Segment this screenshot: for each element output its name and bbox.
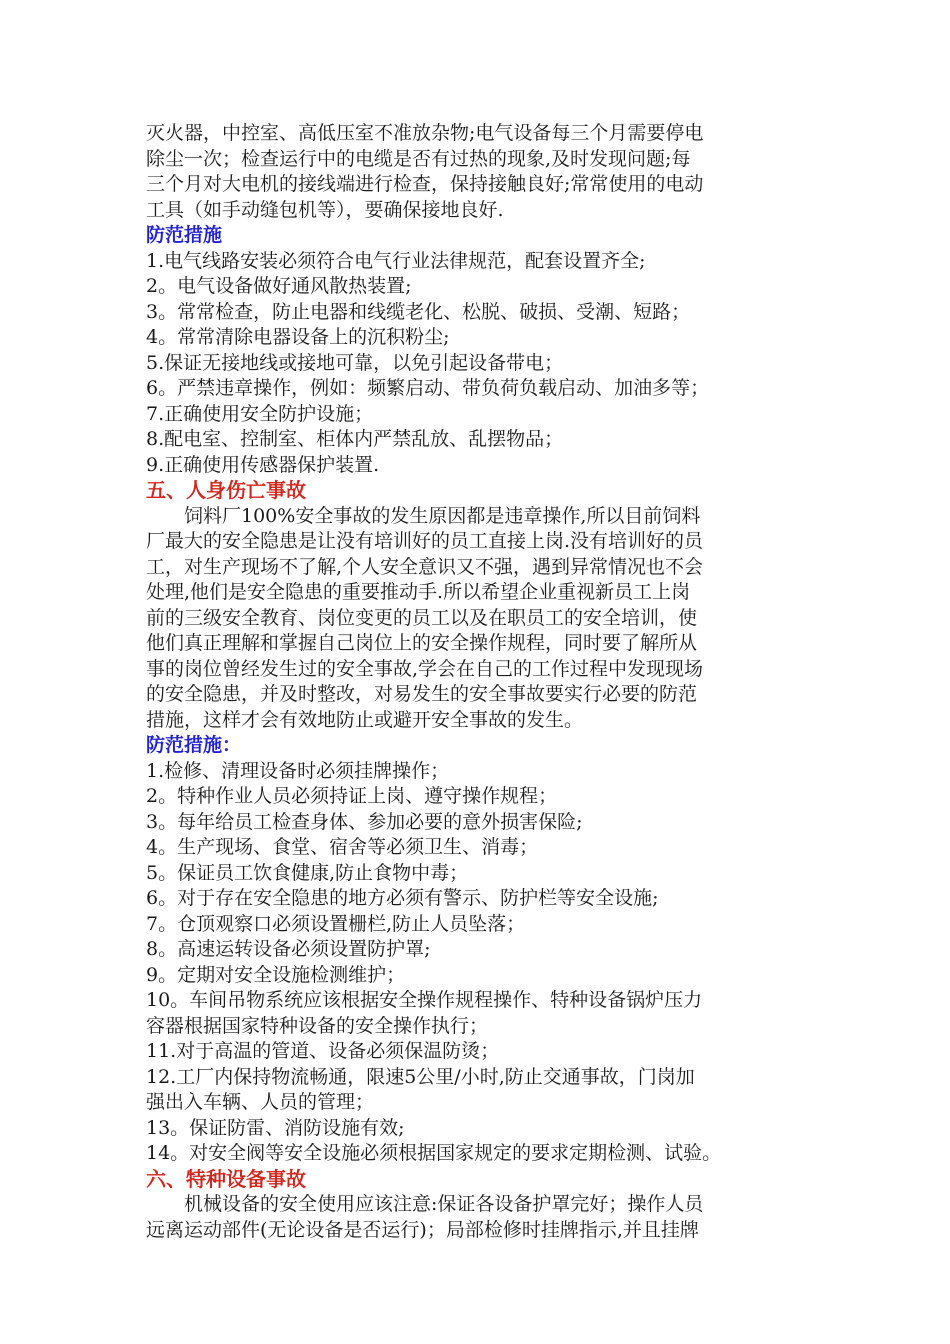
paragraph-line: 前的三级安全教育、岗位变更的员工以及在职员工的安全培训，使 (146, 606, 698, 629)
paragraph-line: 远离运动部件(无论设备是否运行)；局部检修时挂牌指示,并且挂牌 (146, 1218, 699, 1241)
list-item: 3。常常检查，防止电器和线缆老化、松脱、破损、受潮、短路； (146, 300, 691, 323)
list-item: 1.检修、清理设备时必须挂牌操作； (146, 759, 450, 782)
paragraph-line: 除尘一次；检查运行中的电缆是否有过热的现象,及时发现问题;每 (146, 147, 691, 170)
paragraph-line: 三个月对大电机的接线端进行检查，保持接触良好;常常使用的电动 (146, 173, 704, 195)
paragraph-line: 处理,他们是安全隐患的重要推动手.所以希望企业重视新员工上岗 (146, 581, 691, 603)
list-item: 7。仓顶观察口必须设置栅栏,防止人员坠落； (146, 912, 526, 935)
list-item: 11.对于高温的管道、设备必须保温防烫； (146, 1040, 500, 1062)
section-heading: 防范措施： (146, 734, 242, 756)
list-item: 13。保证防雷、消防设施有效; (146, 1116, 405, 1139)
list-item: 8。高速运转设备必须设置防护罩; (146, 938, 431, 960)
paragraph-line: 机械设备的安全使用应该注意:保证各设备护罩完好；操作人员 (184, 1193, 704, 1215)
list-item: 4。常常清除电器设备上的沉积粉尘; (146, 326, 450, 348)
personal-measures-section (146, 733, 810, 1167)
list-item: 8.配电室、控制室、柜体内严禁乱放、乱摆物品； (146, 428, 564, 450)
list-item: 4。生产现场、食堂、宿舍等必须卫生、消毒； (146, 836, 539, 858)
list-item: 9.正确使用传感器保护装置. (146, 453, 380, 476)
personal-injury-section (146, 478, 810, 733)
section-heading: 五、人身伤亡事故 (146, 478, 306, 502)
section-heading: 防范措施 (146, 224, 223, 246)
section-heading: 六、特种设备事故 (146, 1166, 306, 1191)
intro-paragraph (146, 121, 810, 223)
paragraph-line: 饲料厂100%安全事故的发生原因都是违章操作,所以目前饲料 (184, 504, 701, 527)
list-item: 强出入车辆、人员的管理； (146, 1091, 375, 1113)
list-item: 5。保证员工饮食健康,防止食物中毒； (146, 861, 469, 884)
list-item: 5.保证无接地线或接地可靠，以免引起设备带电； (146, 351, 564, 374)
list-item: 7.正确使用安全防护设施； (146, 402, 374, 425)
paragraph-line: 厂最大的安全隐患是让没有培训好的员工直接上岗.没有培训好的员 (146, 530, 704, 552)
list-item: 10。车间吊物系统应该根据安全操作规程操作、特种设备锅炉压力 (146, 989, 703, 1011)
paragraph-line: 工，对生产现场不了解,个人安全意识又不强，遇到异常情况也不会 (146, 555, 704, 578)
paragraph-line: 灭火器，中控室、高低压室不准放杂物;电气设备每三个月需要停电 (146, 122, 704, 144)
list-item: 1.电气线路安装必须符合电气行业法律规范，配套设置齐全; (146, 249, 646, 272)
document-page (146, 121, 810, 1243)
list-item: 12.工厂内保持物流畅通，限速5公里/小时,防止交通事故，门岗加 (146, 1065, 695, 1088)
paragraph-line: 工具（如手动缝包机等），要确保接地良好. (146, 198, 504, 221)
special-equipment-section (146, 1167, 810, 1244)
list-item: 6。对于存在安全隐患的地方必须有警示、防护栏等安全设施; (146, 887, 659, 909)
paragraph-line: 他们真正理解和掌握自己岗位上的安全操作规程，同时要了解所从 (146, 632, 698, 654)
list-item: 6。严禁违章操作，例如：频繁启动、带负荷负载启动、加油多等； (146, 377, 710, 399)
list-item: 容器根据国家特种设备的安全操作执行； (146, 1014, 489, 1037)
list-item: 2。特种作业人员必须持证上岗、遵守操作规程； (146, 785, 558, 807)
list-item: 2。电气设备做好通风散热装置; (146, 275, 412, 297)
list-item: 3。每年给员工检查身体、参加必要的意外损害保险; (146, 810, 583, 833)
list-item: 9。定期对安全设施检测维护； (146, 963, 406, 986)
paragraph-line: 事的岗位曾经发生过的安全事故,学会在自己的工作过程中发现现场 (146, 657, 704, 680)
list-item: 14。对安全阀等安全设施必须根据国家规定的要求定期检测、试验。 (146, 1142, 722, 1164)
electrical-measures-section (146, 223, 810, 478)
paragraph-line: 措施，这样才会有效地防止或避开安全事故的发生。 (146, 708, 584, 731)
paragraph-line: 的安全隐患，并及时整改，对易发生的安全事故要实行必要的防范 (146, 683, 698, 705)
